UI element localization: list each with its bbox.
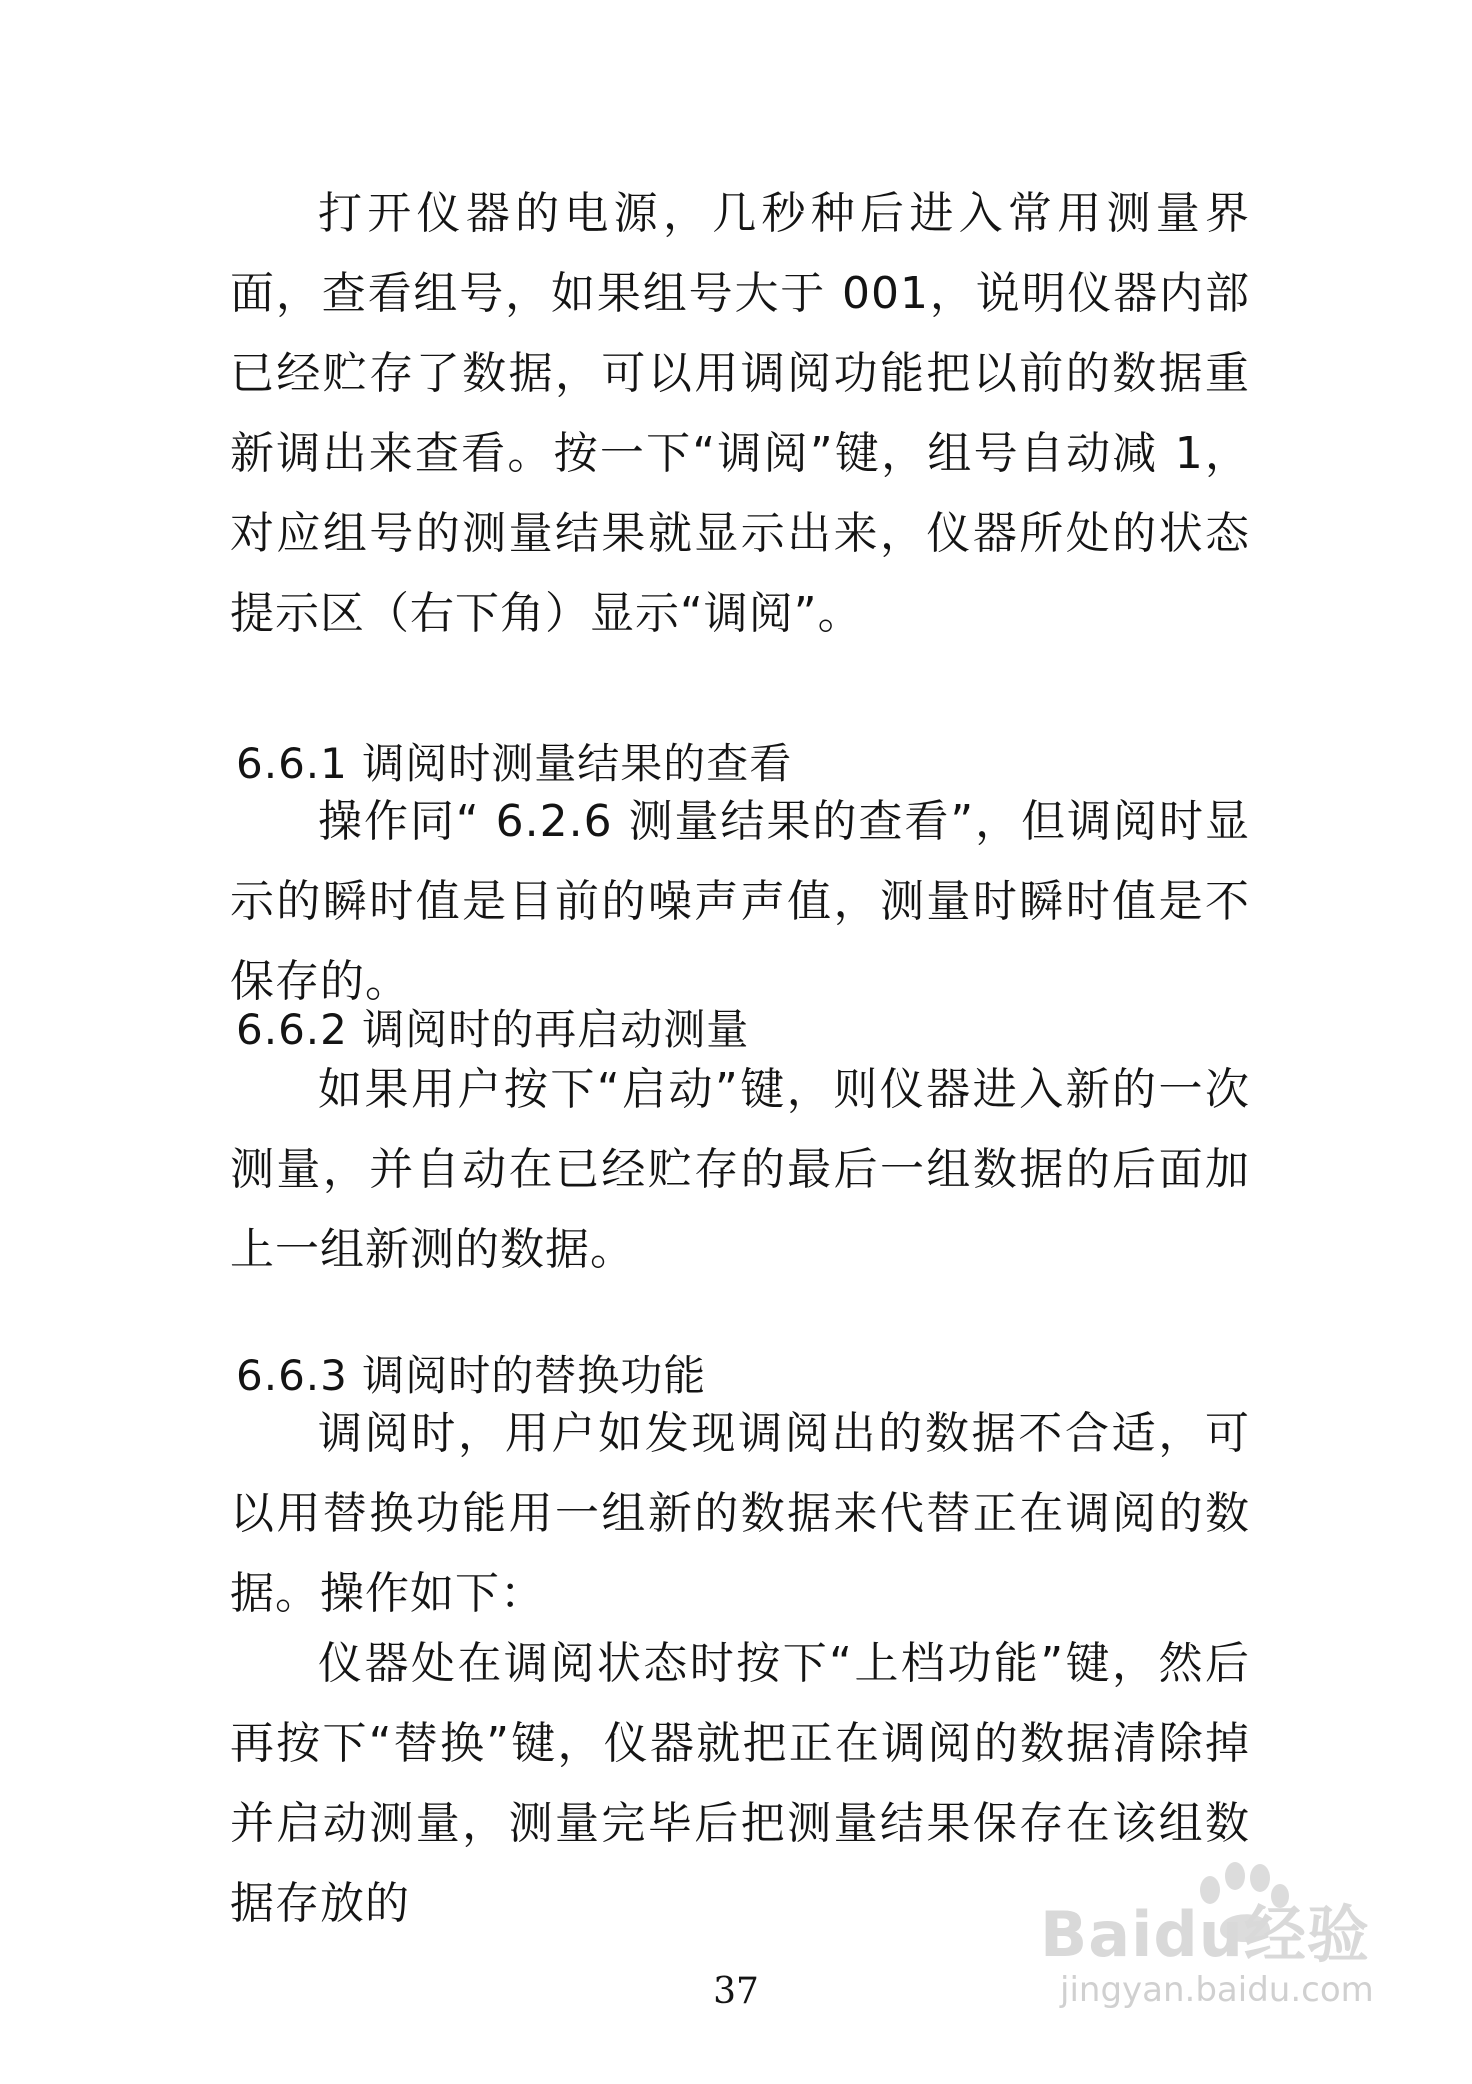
section-heading-6-6-2: 6.6.2 调阅时的再启动测量 — [236, 1005, 750, 1054]
section-6-6-3-paragraph-2: 仪器处在调阅状态时按下“上档功能”键，然后再按下“替换”键，仪器就把正在调阅的数据清除掉并启动测量，测量完毕后把测量结果保存在该组数据存放的 — [230, 1638, 1250, 1929]
watermark-logo-text: Baidu经验 — [1040, 1898, 1370, 1971]
section-6-6-3-paragraph-1: 调阅时，用户如发现调阅出的数据不合适，可以用替换功能用一组新的数据来代替正在调阅的数据。操作如下： — [230, 1408, 1250, 1619]
intro-paragraph: 打开仪器的电源，几秒种后进入常用测量界面，查看组号，如果组号大于 001，说明仪器内部已经贮存了数据，可以用调阅功能把以前的数据重新调出来查看。按一下“调阅”键，组号自动减 1，对应组号的测量结果就显示出来，仪器所处的状态提示区（右下角）显示“调阅”。 — [230, 188, 1250, 639]
section-heading-6-6-1: 6.6.1 调阅时测量结果的查看 — [236, 739, 793, 788]
section-heading-6-6-3: 6.6.3 调阅时的替换功能 — [236, 1351, 707, 1400]
section-6-6-2-paragraph: 如果用户按下“启动”键，则仪器进入新的一次测量，并自动在已经贮存的最后一组数据的后面加上一组新测的数据。 — [230, 1064, 1250, 1275]
page-number: 37 — [713, 1971, 759, 2012]
watermark-site-text: jingyan.baidu.com — [1060, 1970, 1374, 2010]
section-6-6-1-paragraph: 操作同“ 6.2.6 测量结果的查看”，但调阅时显示的瞬时值是目前的噪声声值，测量时瞬时值是不保存的。 — [230, 796, 1250, 1007]
